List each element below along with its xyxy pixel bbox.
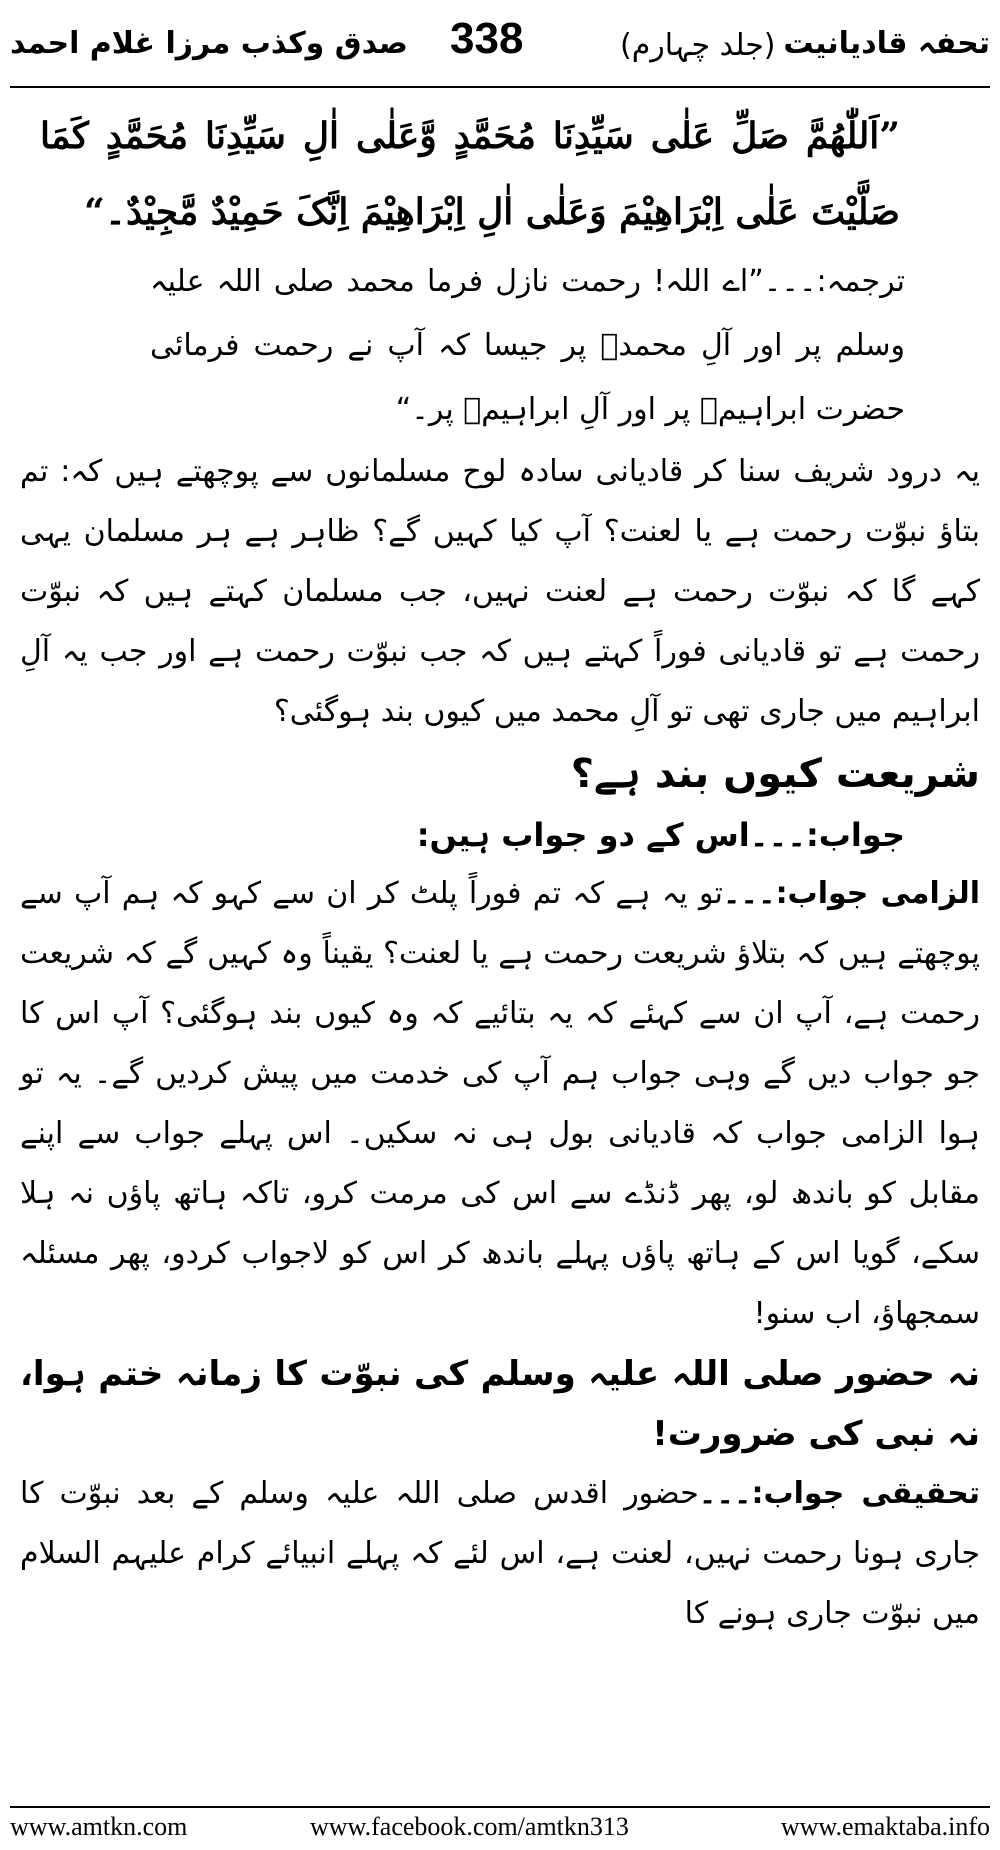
durood-translation: ترجمہ:۔۔۔”اے اللہ! رحمت نازل فرما محمد صلی اللہ علیہ وسلم پر اور آلِ محمدؐ پر جیسا کہ آپ نے رحمت فرمائی حضرت ابراہیمؑ پر اور آلِ ابراہیمؑ پر۔“ <box>150 264 905 427</box>
tahqiqi-answer <box>20 1464 980 1644</box>
book-title: تحفہ قادیانیت <box>783 26 990 61</box>
page-body <box>20 98 980 1644</box>
footer-link-facebook[interactable]: www.facebook.com/amtkn313 <box>310 1812 629 1841</box>
page-number: 338 <box>450 14 524 63</box>
footer-link-emaktaba[interactable]: www.emaktaba.info <box>780 1812 990 1841</box>
footer-divider <box>10 1806 990 1808</box>
page-header <box>10 14 990 80</box>
tahqiqi-text: حضور اقدس صلی اللہ علیہ وسلم کے بعد نبوّت کا جاری ہونا رحمت نہیں، لعنت ہے، اس لئے کہ پہلے انبیائے کرام علیہم السلام میں نبوّت جاری ہونے کا <box>20 1476 980 1631</box>
paragraph-question: یہ درود شریف سنا کر قادیانی سادہ لوح مسلمانوں سے پوچھتے ہیں کہ: تم بتاؤ نبوّت رحمت ہے یا لعنت؟ آپ کیا کہیں گے؟ ظاہر ہے ہر مسلمان یہی کہے گا کہ نبوّت رحمت ہے لعنت نہیں، جب مسلمان کہتے ہیں کہ نبوّت رحمت ہے تو قادیانی فوراً کہتے ہیں کہ جب نبوّت رحمت ہے اور جب یہ آلِ ابراہیم میں جاری تھی تو آلِ محمد میں کیوں بند ہوگئی؟ <box>20 454 980 729</box>
reply-intro: جواب:۔۔۔اس کے دو جواب ہیں: <box>416 816 905 854</box>
section-title: صدق وکذب مرزا غلام احمد <box>10 26 408 61</box>
header-divider <box>10 86 990 88</box>
ilzami-answer <box>20 864 980 1344</box>
volume-label: (جلد چہارم) <box>620 28 776 63</box>
ilzami-text: تو یہ ہے کہ تم فوراً پلٹ کر ان سے کہو کہ ہم آپ سے پوچھتے ہیں کہ بتلاؤ شریعت رحمت ہے یا لعنت؟ یقیناً وہ کہیں گے کہ شریعت رحمت ہے، آپ ان سے کہئے کہ یہ بتائیے کہ وہ کیوں بند ہوگئی؟ آپ اس کا جو جواب دیں گے وہی جواب ہم آپ کی خدمت میں پیش کردیں گے۔ یہ تو ہوا الزامی جواب کہ قادیانی بول ہی نہ سکیں۔ اس پہلے جواب سے اپنے مقابل کو باندھ لو، پھر ڈنڈے سے اس کی مرمت کرو، تاکہ ہاتھ پاؤں نہ ہلا سکے، گویا اس کے ہاتھ پاؤں پہلے باندھ کر اس کو لاجواب کردو، پھر مسئلہ سمجھاؤ، اب سنو! <box>20 876 980 1331</box>
tahqiqi-label: تحقیقی جواب:۔۔۔ <box>698 1476 981 1511</box>
arabic-durood: ”اَللّٰھُمَّ صَلِّ عَلٰی سَیِّدِنَا مُحَمَّدٍ وَّعَلٰی اٰلِ سَیِّدِنَا مُحَمَّدٍ کَمَا صَلَّیْتَ عَلٰی اِبْرَاھِیْمَ وَعَلٰی اٰلِ اِبْرَاھِیْمَ اِنَّکَ حَمِیْدٌ مَّجِیْدٌ۔“ <box>40 115 900 233</box>
heading-nubuwwat: نہ حضور صلی اللہ علیہ وسلم کی نبوّت کا زمانہ ختم ہوا، نہ نبی کی ضرورت! <box>20 1354 980 1454</box>
footer-link-amtkn[interactable]: www.amtkn.com <box>10 1812 188 1841</box>
page-footer <box>10 1812 990 1846</box>
heading-shariat: شریعت کیوں بند ہے؟ <box>570 751 980 797</box>
ilzami-label: الزامی جواب:۔۔۔ <box>722 876 980 911</box>
